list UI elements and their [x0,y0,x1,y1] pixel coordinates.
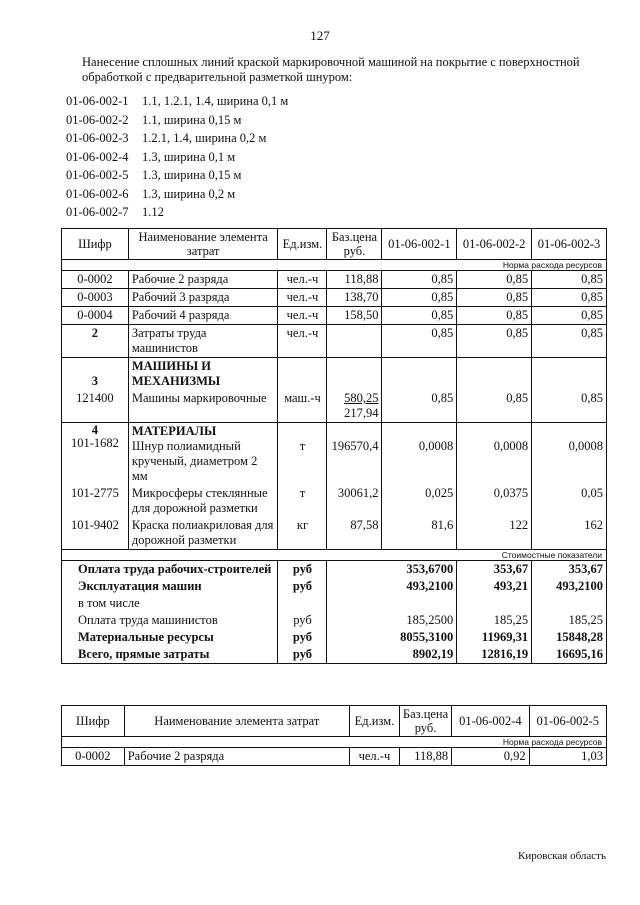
table-row [62,271,607,289]
cell-code: 0-0004 [62,307,129,325]
cell-v3: 0,85 [532,271,607,289]
total-v1: 493,2100 [327,578,457,595]
cell-v2: 122 [457,517,532,550]
total-v2: 11969,31 [457,629,532,646]
cell-code: 0-0003 [62,289,129,307]
code-desc: 1.1, 1.2.1, 1.4, ширина 0,1 м [142,94,289,108]
cell-code [62,423,129,486]
cell-unit: кг [278,517,327,550]
cell-code: 0-0002 [62,271,129,289]
norm-label: Норма расхода ресурсов [62,260,607,271]
code-list-item [66,111,288,130]
cell-price [327,325,382,358]
cell-price: 158,50 [327,307,382,325]
norm-label: Норма расхода ресурсов [62,737,607,748]
total-v2: 185,25 [457,612,532,629]
cell-v1: 0,85 [382,325,457,358]
section-code: 4 [91,423,99,437]
norm-label-row [62,260,607,271]
cell-v1: 0,85 [382,271,457,289]
norm-label-row [62,737,607,748]
code-desc: 1.12 [142,205,164,219]
resource-norms-table-2 [61,705,607,766]
empty-cell [327,358,382,391]
header-col-4: 01-06-002-4 [452,706,529,737]
material-name: Шнур полиамидный крученый, диаметром 2 мм [131,439,258,483]
cell-price: 118,88 [399,748,451,766]
cell-unit: чел.-ч [278,307,327,325]
cost-label-row [62,550,607,561]
total-v3: 353,67 [532,561,607,579]
code-list [66,92,288,222]
cell-v2: 0,85 [457,289,532,307]
cell-v2: 0,85 [457,271,532,289]
section-materials-row [62,423,607,486]
table-row [62,289,607,307]
total-unit [278,595,327,612]
material-code: 101-1682 [70,436,119,450]
code-id: 01-06-002-4 [66,149,129,164]
cell-v2: 0,0008 [457,423,532,486]
cell-v1: 0,0008 [382,423,457,486]
cell-v1: 0,85 [382,390,457,423]
table-header-row [62,706,607,737]
code-desc: 1.3, ширина 0,15 м [142,168,242,182]
cell-v3: 0,85 [532,307,607,325]
totals-row [62,629,607,646]
region-footer: Кировская область [518,850,607,862]
total-unit: руб [278,578,327,595]
code-id: 01-06-002-3 [66,131,129,145]
cell-unit: т [278,485,327,517]
cell-v3: 162 [532,517,607,550]
header-unit: Ед.изм. [278,229,327,260]
cell-unit: чел.-ч [278,289,327,307]
cell-price [327,390,382,423]
cell-name [128,423,278,486]
total-v1 [327,595,457,612]
cell-name: Рабочие 2 разряда [124,748,349,766]
cell-code: 0-0002 [62,748,125,766]
cell-v1: 0,85 [382,307,457,325]
totals-row [62,646,607,664]
cell-v2: 0,85 [457,325,532,358]
empty-cell [457,358,532,391]
total-name: в том числе [62,595,278,612]
cell-v3: 0,85 [532,390,607,423]
header-name: Наименование элемента затрат [124,706,349,737]
total-v3: 15848,28 [532,629,607,646]
code-id: 01-06-002-5 [66,168,129,182]
table-row-material [62,517,607,550]
cell-v2: 0,0375 [457,485,532,517]
code-desc: 1.3, ширина 0,1 м [142,149,236,164]
code-list-item [66,129,288,148]
header-code: Шифр [62,706,125,737]
totals-row [62,612,607,629]
cell-unit: чел.-ч [278,325,327,358]
cell-v3: 0,85 [532,325,607,358]
total-v2 [457,595,532,612]
totals-row [62,595,607,612]
empty-cell [278,358,327,391]
header-col-2: 01-06-002-2 [457,229,532,260]
cell-price: 196570,4 [327,423,382,486]
cell-v2: 1,03 [529,748,606,766]
header-col-3: 01-06-002-3 [532,229,607,260]
cell-price: 138,70 [327,289,382,307]
total-v3: 185,25 [532,612,607,629]
price-secondary: 217,94 [344,406,379,420]
cell-unit: чел.-ч [278,271,327,289]
cell-code: 101-9402 [62,517,129,550]
cell-code: 121400 [62,390,129,423]
code-list-item [66,148,288,167]
cell-v1: 81,6 [382,517,457,550]
table-row [62,307,607,325]
cell-v3: 0,05 [532,485,607,517]
totals-row [62,578,607,595]
code-desc: 1.1, ширина 0,15 м [142,112,242,127]
code-list-item [66,185,288,204]
total-name: Всего, прямые затраты [62,646,278,664]
cell-unit: т [278,423,327,486]
total-v3 [532,595,607,612]
cell-v1: 0,92 [452,748,529,766]
header-name: Наименование элемента затрат [128,229,278,260]
total-v1: 353,6700 [327,561,457,579]
cell-v2: 0,85 [457,307,532,325]
code-id: 01-06-002-2 [66,112,129,127]
total-v2: 353,67 [457,561,532,579]
section-title: МАТЕРИАЛЫ [131,424,217,438]
totals-row [62,561,607,579]
total-name: Оплата труда рабочих-строителей [62,561,278,579]
cost-label: Стоимостные показатели [62,550,607,561]
total-v3: 16695,16 [532,646,607,664]
page-number: 127 [310,28,330,43]
table-row-material [62,485,607,517]
cell-code: 101-2775 [62,485,129,517]
cell-v3: 0,0008 [532,423,607,486]
total-v2: 12816,19 [457,646,532,664]
total-v1: 185,2500 [327,612,457,629]
code-id: 01-06-002-1 [66,94,129,108]
cell-v1: 0,85 [382,289,457,307]
code-id: 01-06-002-6 [66,186,129,201]
cell-unit: чел.-ч [349,748,399,766]
total-v1: 8055,3100 [327,629,457,646]
cell-name: Рабочий 4 разряда [128,307,278,325]
cell-name: Рабочий 3 разряда [128,289,278,307]
cell-v3: 0,85 [532,289,607,307]
table-row-operators [62,325,607,358]
code-list-item [66,92,288,111]
code-list-item [66,166,288,185]
cell-code: 3 [62,358,129,391]
price-main: 580,25 [344,391,379,405]
cell-name: Микросферы стеклянные для дорожной разметки [128,485,278,517]
code-list-item [66,203,288,222]
code-id: 01-06-002-7 [66,205,129,219]
code-desc: 1.2.1, 1.4, ширина 0,2 м [142,131,267,145]
empty-cell [382,358,457,391]
cell-price: 87,58 [327,517,382,550]
cell-v1: 0,025 [382,485,457,517]
header-col-1: 01-06-002-1 [382,229,457,260]
table-row [62,748,607,766]
resource-norms-table [61,228,607,664]
section-machines-row [62,358,607,391]
code-desc: 1.3, ширина 0,2 м [142,186,236,201]
table-header-row [62,229,607,260]
total-unit: руб [278,629,327,646]
cell-price: 118,88 [327,271,382,289]
total-unit: руб [278,612,327,629]
cell-unit: маш.-ч [278,390,327,423]
cell-name: Краска полиакриловая для дорожной разметки [128,517,278,550]
cell-price: 30061,2 [327,485,382,517]
total-unit: руб [278,646,327,664]
total-name: Эксплуатация машин [62,578,278,595]
header-code: Шифр [62,229,129,260]
total-unit: руб [278,561,327,579]
cell-name: Машины маркировочные [128,390,278,423]
cell-v2: 0,85 [457,390,532,423]
total-name: Материальные ресурсы [62,629,278,646]
total-v2: 493,21 [457,578,532,595]
header-unit: Ед.изм. [349,706,399,737]
total-v3: 493,2100 [532,578,607,595]
cell-name: Рабочие 2 разряда [128,271,278,289]
empty-cell [532,358,607,391]
header-col-5: 01-06-002-5 [529,706,606,737]
cell-name: Затраты труда машинистов [128,325,278,358]
total-v1: 8902,19 [327,646,457,664]
section-title: МАШИНЫ И МЕХАНИЗМЫ [128,358,278,391]
header-price: Баз.цена руб. [327,229,382,260]
intro-paragraph: Нанесение сплошных линий краской маркировочной машиной на покрытие с поверхностной обработкой с предварительной разметкой шнуром: [82,55,580,84]
total-name: Оплата труда машинистов [62,612,278,629]
cell-code: 2 [62,325,129,358]
table-row-machine [62,390,607,423]
header-price: Баз.цена руб. [399,706,451,737]
